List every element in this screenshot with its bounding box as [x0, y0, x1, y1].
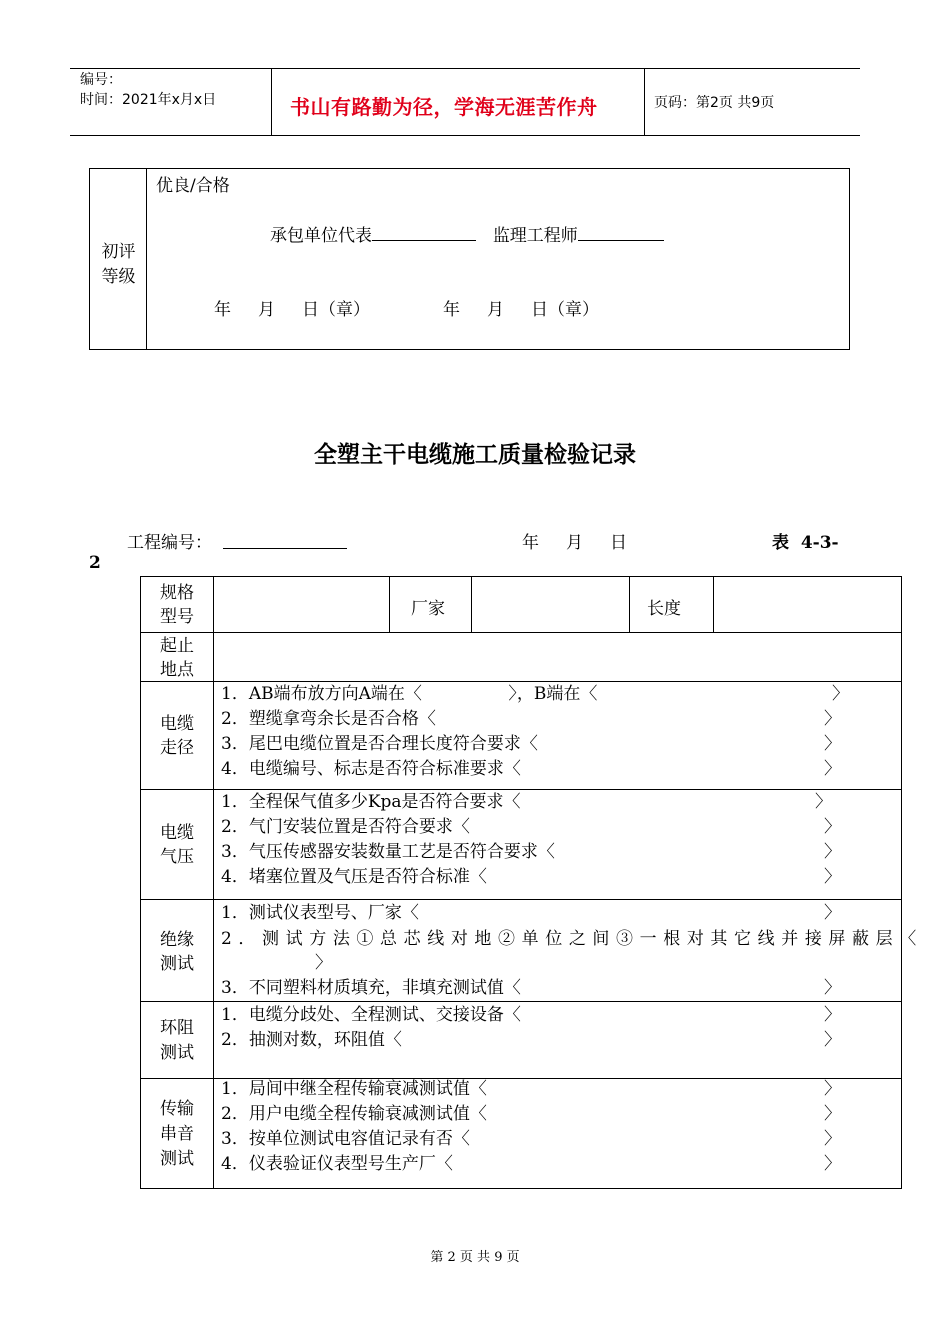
loop-label-line2: 测试	[160, 1043, 194, 1063]
page-info: 页码：第2页 共9页	[654, 95, 775, 111]
supervisor-label: 监理工程师	[492, 226, 578, 246]
pressure-label-line1: 电缆	[160, 823, 194, 843]
close-bracket: 〉	[824, 709, 841, 729]
transmission-item: 2．用户电缆全程传输衰减测试值〈	[221, 1104, 487, 1124]
page-title: 全塑主干电缆施工质量检验记录	[314, 441, 636, 468]
close-bracket: 〉	[832, 684, 849, 704]
route-item: 2．塑缆拿弯余长是否合格〈	[221, 709, 436, 729]
inspection-table	[140, 576, 923, 1189]
close-bracket: 〉	[824, 842, 841, 862]
length-value-cell[interactable]	[714, 577, 902, 632]
transmission-item: 3．按单位测试电容值记录有否〈	[221, 1129, 470, 1149]
maker-value-cell[interactable]	[472, 577, 629, 632]
header-divider-left	[271, 68, 272, 136]
pressure-item: 4．堵塞位置及气压是否符合标准〈	[221, 867, 487, 887]
transmission-label-line3: 测试	[160, 1149, 194, 1169]
project-number-label: 工程编号：	[127, 533, 212, 553]
insulation-label-line2: 测试	[160, 954, 194, 974]
spec-label-line2: 型号	[160, 607, 194, 627]
time-label: 时间：2021年x月x日	[80, 92, 217, 108]
row-divider	[141, 899, 901, 900]
page-footer: 第 2 页 共 9 页	[430, 1250, 520, 1265]
spec-value-cell[interactable]	[214, 577, 389, 632]
evaluation-table	[89, 168, 850, 350]
table-number-b: 2	[89, 553, 101, 573]
contractor-label: 承包单位代表	[270, 226, 372, 246]
close-bracket: 〉	[824, 1154, 841, 1174]
close-bracket: 〉	[815, 792, 832, 812]
maker-label: 厂家	[411, 599, 445, 619]
table-number-a: 表 4-3-	[772, 533, 839, 553]
spec-divider	[629, 577, 630, 632]
close-bracket: 〉	[824, 759, 841, 779]
close-bracket: 〉	[824, 1079, 841, 1099]
route-item: 1．AB端布放方向A端在〈 〉，B端在〈	[221, 684, 598, 704]
pressure-label-line2: 气压	[160, 847, 194, 867]
insulation-item: 3．不同塑料材质填充，非填充测试值〈	[221, 978, 521, 998]
spec-divider	[389, 577, 390, 632]
close-bracket: 〉	[824, 978, 841, 998]
contractor-blank[interactable]	[372, 222, 476, 241]
evaluation-label-line1: 初评	[101, 242, 136, 262]
spec-label-line1: 规格	[160, 583, 194, 603]
loop-item: 2．抽测对数，环阻值〈	[221, 1030, 402, 1050]
route-item: 4．电缆编号、标志是否符合标准要求〈	[221, 759, 521, 779]
project-number-blank[interactable]	[223, 530, 347, 549]
signature-line	[270, 221, 664, 246]
evaluation-label-line2: 等级	[101, 267, 136, 287]
insulation-item: 〉	[315, 953, 332, 973]
location-value-cell[interactable]	[214, 633, 902, 681]
header-divider-right	[644, 68, 645, 136]
close-bracket: 〉	[824, 1129, 841, 1149]
close-bracket: 〉	[824, 1005, 841, 1025]
serial-number-label: 编号：	[80, 72, 122, 88]
date-placeholder: 年 月 日	[522, 533, 628, 553]
route-label-line2: 走径	[160, 738, 194, 758]
pressure-item: 3．气压传感器安装数量工艺是否符合要求〈	[221, 842, 555, 862]
pressure-item: 1．全程保气值多少Kpa是否符合要求〈	[221, 792, 521, 812]
transmission-label-line2: 串音	[160, 1124, 194, 1144]
header-bottom-rule	[70, 135, 860, 136]
evaluation-label-cell	[90, 169, 147, 349]
transmission-item: 1．局间中继全程传输衰减测试值〈	[221, 1079, 487, 1099]
close-bracket: 〉	[824, 1104, 841, 1124]
loop-item: 1．电缆分歧处、全程测试、交接设备〈	[221, 1005, 521, 1025]
close-bracket: 〉	[824, 903, 841, 923]
transmission-item: 4．仪表验证仪表型号生产厂〈	[221, 1154, 453, 1174]
insulation-label-line1: 绝缘	[160, 930, 194, 950]
close-bracket: 〉	[824, 1030, 841, 1050]
date-right: 年 月 日（章）	[443, 300, 600, 320]
location-label-line1: 起止	[160, 636, 194, 656]
location-label-line2: 地点	[160, 660, 194, 680]
close-bracket: 〉	[824, 817, 841, 837]
supervisor-blank[interactable]	[578, 222, 664, 241]
insulation-item: 2．测试方法①总芯线对地②单位之间③一根对其它线并接屏蔽层〈	[221, 929, 923, 949]
close-bracket: 〉	[824, 867, 841, 887]
row-divider	[141, 1001, 901, 1002]
insulation-item: 1．测试仪表型号、厂家〈	[221, 903, 419, 923]
length-label: 长度	[647, 599, 681, 619]
grade-text: 优良/合格	[156, 176, 230, 196]
date-left: 年 月 日（章）	[214, 300, 371, 320]
close-bracket: 〉	[824, 734, 841, 754]
route-label-line1: 电缆	[160, 714, 194, 734]
pressure-item: 2．气门安装位置是否符合要求〈	[221, 817, 470, 837]
loop-label-line1: 环阻	[160, 1018, 194, 1038]
route-item: 3．尾巴电缆位置是否合理长度符合要求〈	[221, 734, 538, 754]
motto-text: 书山有路勤为径，学海无涯苦作舟	[290, 95, 598, 119]
header-top-rule	[70, 68, 860, 69]
transmission-label-line1: 传输	[160, 1099, 194, 1119]
